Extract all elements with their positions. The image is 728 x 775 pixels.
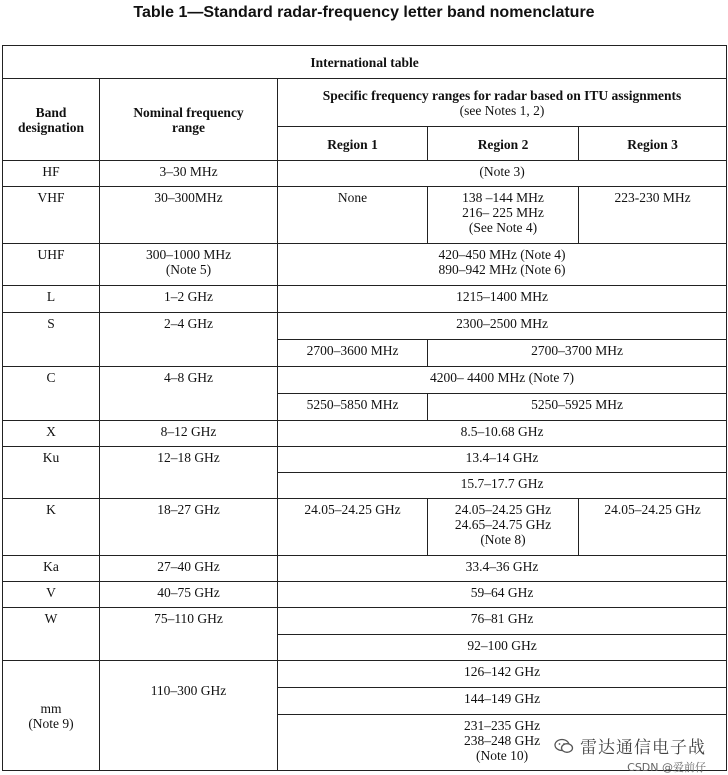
band-designation-line: designation [17, 120, 85, 135]
range-line: 24.05–24.25 GHz [454, 502, 552, 517]
range-line: 231–235 GHz [463, 718, 541, 733]
nominal-cell: 110–300 GHz [100, 661, 278, 771]
region2-cell [428, 499, 579, 556]
band-cell: V [3, 582, 100, 608]
band-cell [3, 661, 100, 771]
nominal-cell: 4–8 GHz [100, 367, 278, 421]
specific-ranges-note: (see Notes 1, 2) [459, 103, 545, 118]
table-row-k [3, 499, 727, 556]
nominal-cell: 3–30 MHz [100, 161, 278, 187]
all-regions-cell: 15.7–17.7 GHz [278, 473, 727, 499]
specific-ranges-line: Specific frequency ranges for radar based on ITU assignments [322, 88, 682, 103]
table-row-s [3, 313, 727, 340]
table-row-v [3, 582, 727, 608]
table-row-c [3, 367, 727, 394]
all-regions-cell: 33.4–36 GHz [278, 556, 727, 582]
region1-cell: None [278, 187, 428, 244]
band-cell: L [3, 286, 100, 313]
all-regions-cell: 59–64 GHz [278, 582, 727, 608]
region1-cell: 24.05–24.25 GHz [278, 499, 428, 556]
nominal-cell: 12–18 GHz [100, 447, 278, 499]
band-line: mm [40, 701, 62, 716]
table-row-hf [3, 161, 727, 187]
all-regions-cell: 144–149 GHz [278, 688, 727, 715]
region1-header: Region 1 [278, 127, 428, 161]
region1-cell: 2700–3600 MHz [278, 340, 428, 367]
nominal-cell: 1–2 GHz [100, 286, 278, 313]
radar-band-table [2, 45, 727, 771]
band-cell: VHF [3, 187, 100, 244]
range-line: 890–942 MHz (Note 6) [438, 262, 566, 277]
nominal-cell: 8–12 GHz [100, 421, 278, 447]
table-row-x [3, 421, 727, 447]
watermark-credit: CSDN @爱前仔 [627, 761, 706, 774]
table-row-mm [3, 661, 727, 688]
all-regions-cell: 2300–2500 MHz [278, 313, 727, 340]
watermark [554, 733, 706, 775]
region23-cell: 5250–5925 MHz [428, 394, 727, 421]
region23-cell: 2700–3700 MHz [428, 340, 727, 367]
region3-cell: 223-230 MHz [579, 187, 727, 244]
band-cell: C [3, 367, 100, 421]
band-line: (Note 9) [28, 716, 74, 731]
region3-cell: 24.05–24.25 GHz [579, 499, 727, 556]
nominal-cell: 30–300MHz [100, 187, 278, 244]
region1-cell: 5250–5850 MHz [278, 394, 428, 421]
specific-ranges-header [278, 79, 727, 127]
band-cell: S [3, 313, 100, 367]
all-regions-cell: (Note 3) [278, 161, 727, 187]
table-row-l [3, 286, 727, 313]
table-row-uhf [3, 244, 727, 286]
nominal-cell: 75–110 GHz [100, 608, 278, 661]
all-regions-cell: 1215–1400 MHz [278, 286, 727, 313]
region2-cell [428, 187, 579, 244]
nominal-range-line: range [172, 120, 205, 135]
all-regions-cell: 126–142 GHz [278, 661, 727, 688]
region3-header: Region 3 [579, 127, 727, 161]
nominal-cell: 27–40 GHz [100, 556, 278, 582]
all-regions-cell [278, 244, 727, 286]
band-cell: Ku [3, 447, 100, 499]
international-table-header: International table [3, 46, 727, 79]
range-line: (See Note 4) [468, 220, 538, 235]
range-line: 216– 225 MHz [462, 205, 544, 220]
all-regions-cell: 92–100 GHz [278, 635, 727, 661]
nominal-cell: 40–75 GHz [100, 582, 278, 608]
band-cell: X [3, 421, 100, 447]
nominal-range-header [100, 79, 278, 161]
band-cell: Ka [3, 556, 100, 582]
nominal-cell [100, 244, 278, 286]
all-regions-cell: 76–81 GHz [278, 608, 727, 635]
band-designation-header [3, 79, 100, 161]
watermark-main [554, 733, 706, 758]
range-line: 138 –144 MHz [462, 190, 544, 205]
table-row-ka [3, 556, 727, 582]
range-line: 238–248 GHz [463, 733, 541, 748]
all-regions-cell: 8.5–10.68 GHz [278, 421, 727, 447]
band-designation-line: Band [35, 105, 67, 120]
nominal-cell: 18–27 GHz [100, 499, 278, 556]
table-row-vhf [3, 187, 727, 244]
range-line: (Note 10) [475, 748, 529, 763]
region2-header: Region 2 [428, 127, 579, 161]
header-row-main [3, 79, 727, 127]
header-row-international [3, 46, 727, 79]
table-caption: Table 1—Standard radar-frequency letter band nomenclature [133, 4, 595, 21]
band-cell: W [3, 608, 100, 661]
nominal-range-line: Nominal frequency [133, 105, 244, 120]
range-line: 24.65–24.75 GHz [454, 517, 552, 532]
all-regions-cell: 4200– 4400 MHz (Note 7) [278, 367, 727, 394]
band-cell: UHF [3, 244, 100, 286]
band-cell: HF [3, 161, 100, 187]
band-cell: K [3, 499, 100, 556]
wechat-icon [554, 738, 574, 754]
watermark-title: 雷达通信电子战 [580, 738, 706, 758]
all-regions-cell: 13.4–14 GHz [278, 447, 727, 473]
range-line: (Note 8) [480, 532, 526, 547]
table-row-w [3, 608, 727, 635]
table-row-ku [3, 447, 727, 473]
range-line: 420–450 MHz (Note 4) [438, 247, 566, 262]
nominal-cell: 2–4 GHz [100, 313, 278, 367]
nominal-line: (Note 5) [165, 262, 212, 277]
nominal-line: 300–1000 MHz [145, 247, 232, 262]
